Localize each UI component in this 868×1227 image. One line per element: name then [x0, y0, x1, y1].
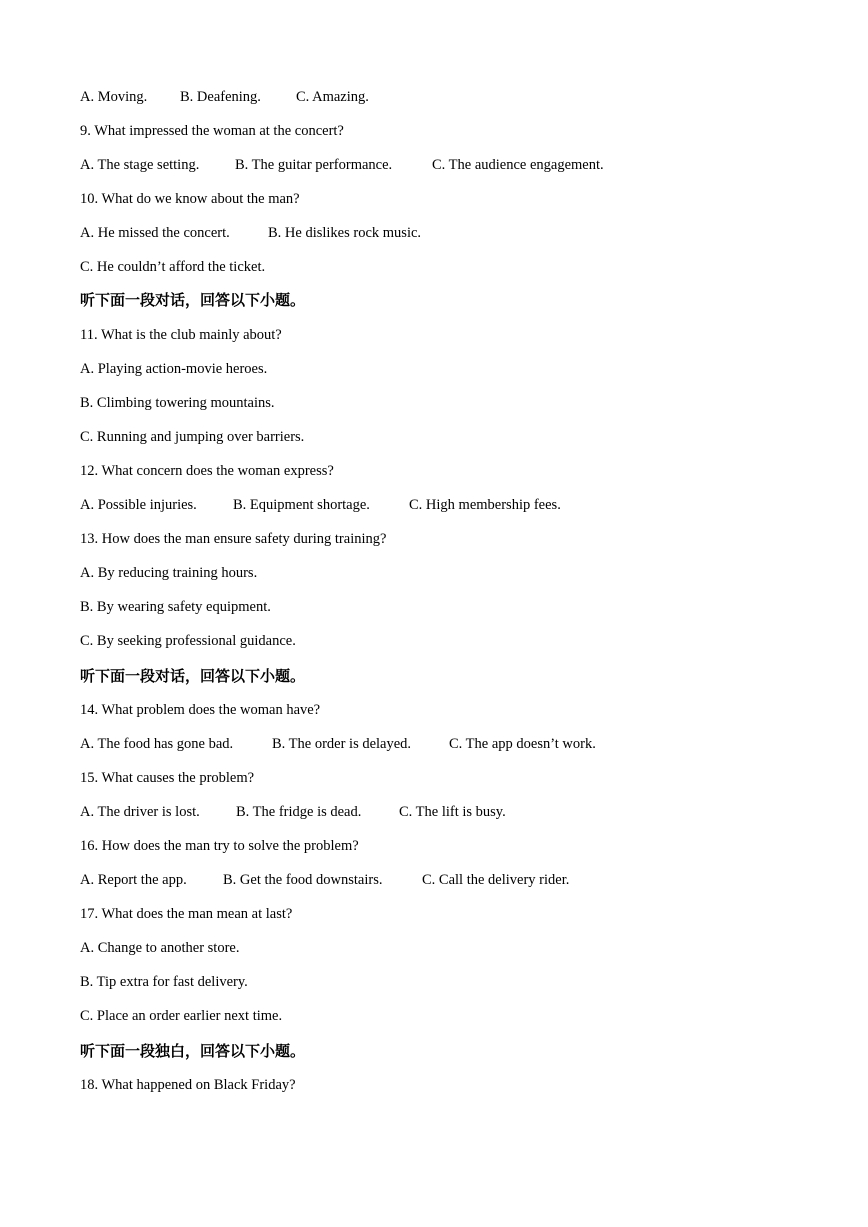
q14-option-b: B. The order is delayed. — [272, 736, 412, 752]
q11-option-a: A. Playing action-movie heroes. — [80, 361, 268, 377]
q11-option-b: B. Climbing towering mountains. — [80, 395, 275, 411]
q9-option-b: B. The guitar performance. — [235, 157, 393, 173]
q14-options — [80, 734, 596, 754]
q8-option-a: A. Moving. — [80, 89, 148, 105]
q12-option-b: B. Equipment shortage. — [233, 497, 370, 513]
q10-options — [80, 223, 421, 243]
q9-options — [80, 155, 604, 175]
q16-stem: 16. How does the man try to solve the problem? — [80, 838, 359, 854]
q16-option-b: B. Get the food downstairs. — [223, 872, 383, 888]
q17-stem: 17. What does the man mean at last? — [80, 906, 293, 922]
q12-options — [80, 495, 561, 515]
q15-stem: 15. What causes the problem? — [80, 770, 255, 786]
q12-option-c: C. High membership fees. — [409, 497, 561, 513]
q8-options — [80, 87, 369, 107]
q13-option-a: A. By reducing training hours. — [80, 565, 258, 581]
q12-stem: 12. What concern does the woman express? — [80, 463, 334, 479]
q15-option-a: A. The driver is lost. — [80, 804, 200, 820]
q9-option-a: A. The stage setting. — [80, 157, 200, 173]
q16-option-a: A. Report the app. — [80, 872, 187, 888]
q9-stem: 9. What impressed the woman at the concert? — [80, 123, 344, 139]
section-heading: 听下面一段对话，回答以下小题。 — [80, 667, 306, 685]
q15-option-b: B. The fridge is dead. — [236, 804, 362, 820]
q8-option-c: C. Amazing. — [296, 89, 369, 105]
q15-options — [80, 802, 506, 822]
section-heading: 听下面一段对话，回答以下小题。 — [80, 291, 306, 309]
q15-option-c: C. The lift is busy. — [399, 804, 506, 820]
q14-option-c: C. The app doesn’t work. — [449, 736, 596, 752]
q13-option-c: C. By seeking professional guidance. — [80, 633, 296, 649]
section-heading: 听下面一段独白，回答以下小题。 — [80, 1042, 306, 1060]
q9-option-c: C. The audience engagement. — [432, 157, 604, 173]
q10-option-b: B. He dislikes rock music. — [268, 225, 422, 241]
q16-options — [80, 870, 569, 890]
q10-stem: 10. What do we know about the man? — [80, 191, 300, 207]
q17-option-b: B. Tip extra for fast delivery. — [80, 974, 248, 990]
q11-stem: 11. What is the club mainly about? — [80, 327, 282, 343]
q14-stem: 14. What problem does the woman have? — [80, 702, 321, 718]
q11-option-c: C. Running and jumping over barriers. — [80, 429, 305, 445]
q16-option-c: C. Call the delivery rider. — [422, 872, 570, 888]
q10-option-c: C. He couldn’t afford the ticket. — [80, 259, 266, 275]
q8-option-b: B. Deafening. — [180, 89, 261, 105]
q17-option-a: A. Change to another store. — [80, 940, 240, 956]
q13-stem: 13. How does the man ensure safety during training? — [80, 531, 387, 547]
q14-option-a: A. The food has gone bad. — [80, 736, 234, 752]
q13-option-b: B. By wearing safety equipment. — [80, 599, 271, 615]
q17-option-c: C. Place an order earlier next time. — [80, 1008, 283, 1024]
q18-stem: 18. What happened on Black Friday? — [80, 1077, 296, 1093]
q10-option-a: A. He missed the concert. — [80, 225, 230, 241]
q12-option-a: A. Possible injuries. — [80, 497, 197, 513]
